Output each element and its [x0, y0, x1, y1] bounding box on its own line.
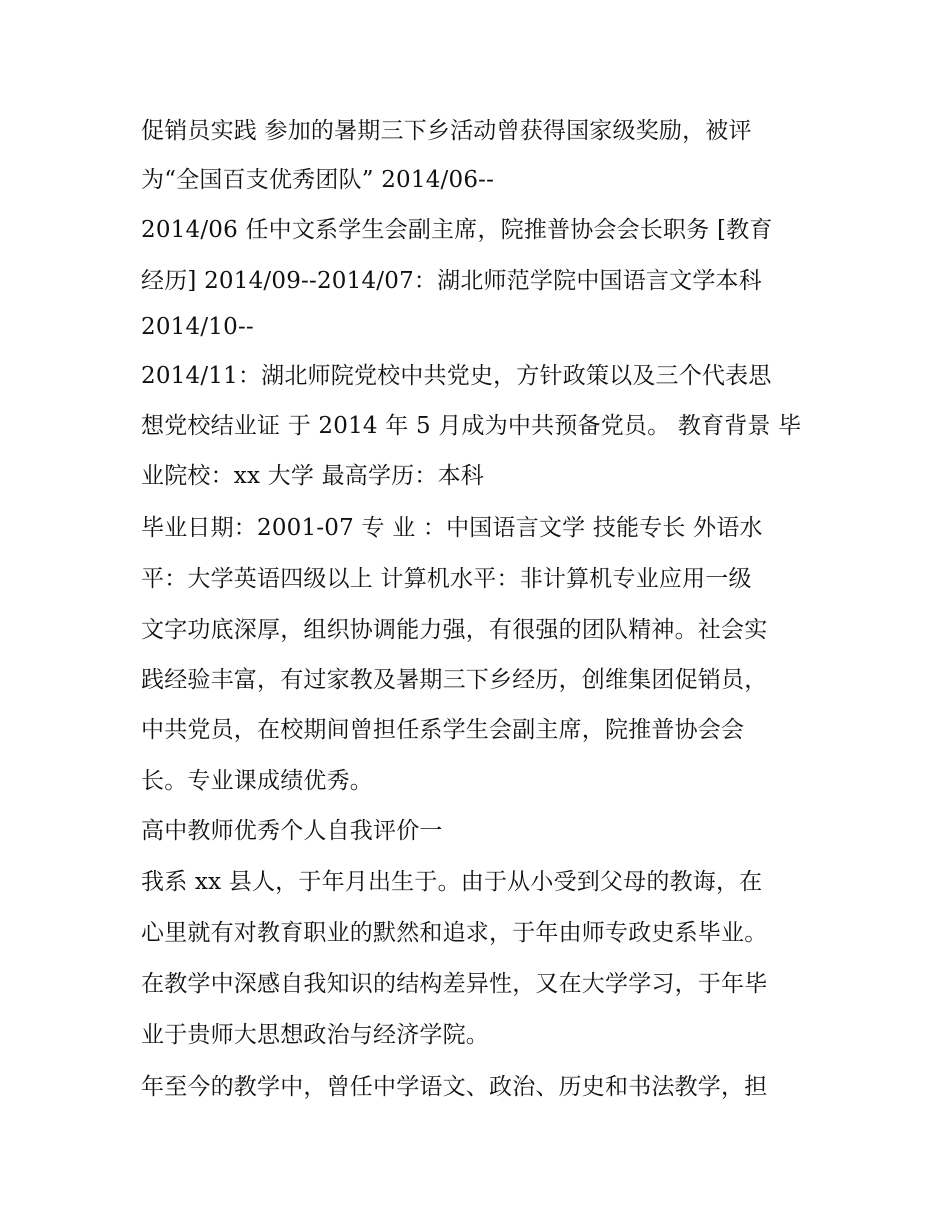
text-line: 长。专业课成绩优秀。 [141, 768, 373, 794]
text-line: 在教学中深感自我知识的结构差异性，又在大学学习，于年毕 [141, 971, 768, 997]
text-line: 心里就有对教育职业的默然和追求，于年由师专政史系毕业。 [141, 920, 768, 946]
text-line: 业院校：xx 大学 最高学历：本科 [141, 463, 484, 489]
text-line: 中共党员，在校期间曾担任系学生会副主席，院推普协会会 [141, 717, 745, 743]
text-line: 文字功底深厚，组织协调能力强，有很强的团队精神。社会实 [141, 617, 768, 643]
text-line: 想党校结业证 于 2014 年 5 月成为中共预备党员。 教育背景 毕 [141, 413, 802, 439]
text-line: 毕业日期：2001-07 专 业 ：中国语言文学 技能专长 外语水 [141, 515, 763, 541]
text-line: 2014/10-- [141, 314, 254, 340]
text-line: 经历] 2014/09--2014/07：湖北师范学院中国语言文学本科 [141, 268, 762, 294]
text-line: 践经验丰富，有过家教及暑期三下乡经历，创维集团促销员， [141, 667, 768, 693]
text-line: 业于贵师大思想政治与经济学院。 [141, 1022, 489, 1048]
text-line: 促销员实践 参加的暑期三下乡活动曾获得国家级奖励，被评 [141, 118, 752, 144]
text-line: 为“全国百支优秀团队” 2014/06-- [141, 167, 495, 193]
text-line: 2014/11：湖北师院党校中共党史，方针政策以及三个代表思 [141, 363, 772, 389]
text-line: 年至今的教学中，曾任中学语文、政治、历史和书法教学，担 [141, 1074, 768, 1100]
text-line: 平：大学英语四级以上 计算机水平：非计算机专业应用一级 [141, 566, 752, 592]
section-heading: 高中教师优秀个人自我评价一 [141, 818, 443, 844]
text-line: 2014/06 任中文系学生会副主席，院推普协会会长职务 [教育 [141, 217, 773, 243]
text-line: 我系 xx 县人，于年月出生于。由于从小受到父母的教诲，在 [141, 869, 763, 895]
